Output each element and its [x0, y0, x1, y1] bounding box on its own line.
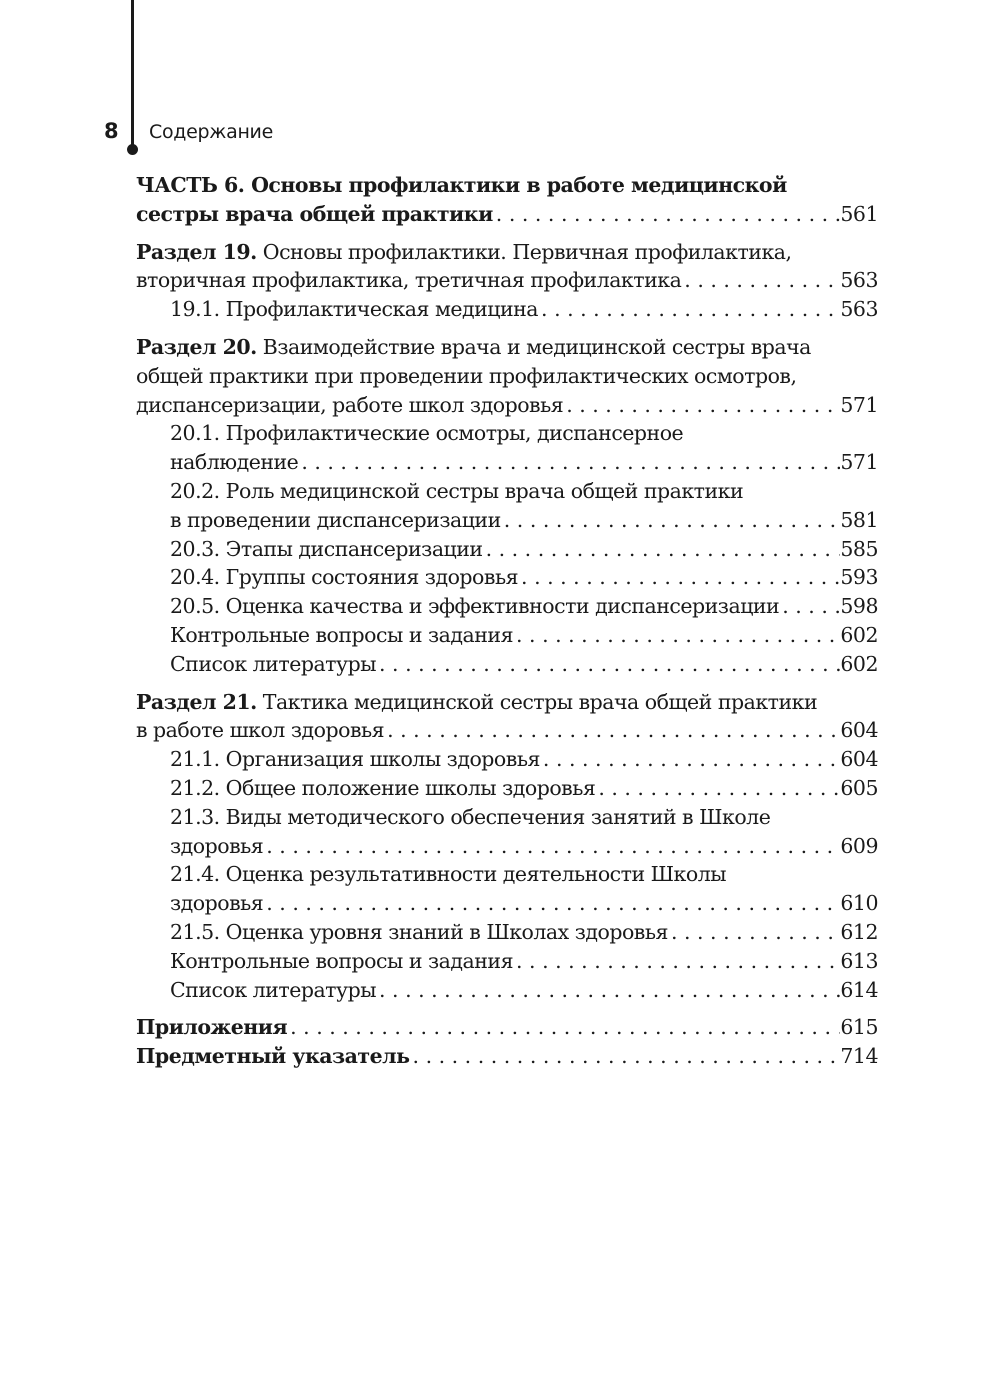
toc-entry-line: [170, 889, 878, 918]
toc-entry[interactable]: [136, 918, 878, 947]
toc-title-line: 19.1. Профилактическая медицина: [170, 297, 539, 322]
toc-entry-line: [170, 745, 878, 774]
toc-entry-line: [170, 535, 878, 564]
toc-title-line: в работе школ здоровья: [136, 718, 385, 743]
toc-entry[interactable]: [136, 860, 878, 918]
toc-entry-line: [170, 477, 878, 506]
toc-entry-text: [170, 421, 683, 445]
dot-leader: [501, 506, 841, 535]
toc-page-number: 604: [840, 747, 878, 772]
toc-page-number: 581: [840, 507, 878, 532]
dot-leader: [563, 391, 840, 420]
toc-entry-text: [170, 621, 513, 650]
toc-page-number: 602: [840, 622, 878, 647]
toc-title-line: Тактика медицинской сестры врача общей практики: [256, 689, 818, 714]
toc-entry-line: [136, 333, 878, 362]
toc-entry-text: [136, 240, 792, 264]
toc-entry-text: [170, 889, 263, 918]
dot-leader: [376, 650, 840, 679]
margin-rule: [131, 0, 134, 150]
dot-leader: [263, 832, 840, 861]
toc-entry-text: [170, 832, 263, 861]
dot-leader: [518, 563, 840, 592]
toc-entry[interactable]: [136, 238, 878, 296]
toc-entry-text: [170, 862, 726, 886]
toc-page-number: 571: [840, 392, 878, 417]
toc-entry[interactable]: [136, 976, 878, 1005]
toc-entry[interactable]: [136, 745, 878, 774]
toc-page-number: 598: [840, 594, 878, 619]
toc-entry-text: [136, 335, 811, 359]
dot-leader: [681, 266, 840, 295]
toc-entry[interactable]: [136, 688, 878, 746]
toc-page-number: 614: [840, 977, 878, 1002]
toc-entry-text: [136, 690, 817, 714]
dot-leader: [298, 448, 840, 477]
toc-title-line: здоровья: [170, 891, 264, 916]
toc-entry-line: [170, 592, 878, 621]
toc-title-line: сестры врача общей практики: [136, 201, 493, 226]
dot-leader: [384, 716, 840, 745]
toc-entry-line: [170, 860, 878, 889]
toc-entry-text: [170, 479, 743, 503]
toc-entry-line: [136, 362, 878, 391]
dot-leader: [595, 774, 840, 803]
toc-entry-line: [170, 650, 878, 679]
toc-section-label: Раздел 21.: [136, 689, 257, 714]
margin-rule-dot: [127, 144, 138, 155]
toc-entry-text: [170, 805, 770, 829]
toc-entry-text: [136, 1013, 287, 1042]
toc-entry-line: [170, 976, 878, 1005]
toc-entry[interactable]: [136, 563, 878, 592]
toc-title-line: Предметный указатель: [136, 1044, 410, 1069]
running-title: Содержание: [149, 121, 273, 143]
toc-entry-text: [136, 200, 493, 229]
toc-title-line: Контрольные вопросы и задания: [170, 622, 513, 647]
toc-title-line: 20.4. Группы состояния здоровья: [170, 565, 519, 590]
toc-entry-text: [136, 364, 797, 388]
toc-title-line: здоровья: [170, 833, 264, 858]
toc-entry-text: [170, 650, 376, 679]
toc-entry[interactable]: [136, 592, 878, 621]
toc-entry-line: [136, 716, 878, 745]
toc-entry-text: [170, 295, 538, 324]
toc-entry-text: [170, 506, 501, 535]
toc-entry-line: [170, 295, 878, 324]
toc-entry-line: [136, 171, 878, 200]
dot-leader: [668, 918, 840, 947]
toc-entry[interactable]: [136, 947, 878, 976]
toc-page-number: 585: [840, 536, 878, 561]
toc-page-number: 593: [840, 565, 878, 590]
toc-entry-text: [136, 173, 787, 197]
toc-page-number: 563: [840, 268, 878, 293]
toc-entry-text: [170, 947, 513, 976]
toc-entry-line: [136, 1013, 878, 1042]
toc-entry-line: [136, 238, 878, 267]
toc-title-line: вторичная профилактика, третичная профилактика: [136, 268, 682, 293]
toc-title-line: 21.2. Общее положение школы здоровья: [170, 775, 596, 800]
toc-page-number: 613: [840, 948, 878, 973]
toc-entry-line: [170, 918, 878, 947]
toc-entry[interactable]: [136, 295, 878, 324]
toc-title-line: 21.3. Виды методического обеспечения занятий в Школе: [170, 804, 771, 829]
toc-entry-text: [170, 563, 518, 592]
toc-entry-line: [170, 947, 878, 976]
toc-entry[interactable]: [136, 535, 878, 564]
toc-entry[interactable]: [136, 477, 878, 535]
dot-leader: [538, 295, 840, 324]
toc-title-line: Список литературы: [170, 977, 377, 1002]
toc-entry[interactable]: [136, 621, 878, 650]
dot-leader: [513, 947, 840, 976]
toc-entry[interactable]: [136, 803, 878, 861]
toc-entry-text: [170, 448, 298, 477]
toc-title-line: Основы профилактики. Первичная профилактика,: [256, 239, 792, 264]
toc-entry[interactable]: [136, 774, 878, 803]
toc-entry-text: [136, 716, 384, 745]
toc-section-label: Раздел 19.: [136, 239, 257, 264]
toc-page-number: 612: [840, 919, 878, 944]
toc-title-line: диспансеризации, работе школ здоровья: [136, 392, 564, 417]
toc-entry-text: [136, 266, 681, 295]
toc-page-number: 563: [840, 297, 878, 322]
toc-page-number: 561: [840, 201, 878, 226]
toc-entry-line: [170, 803, 878, 832]
toc-entry-line: [136, 688, 878, 717]
toc-page-number: 605: [840, 775, 878, 800]
toc-title-line: в проведении диспансеризации: [170, 507, 501, 532]
toc-entry[interactable]: [136, 419, 878, 477]
toc-entry[interactable]: [136, 333, 878, 419]
toc-title-line: Взаимодействие врача и медицинской сестры врача: [256, 334, 811, 359]
toc-page-number: 610: [840, 891, 878, 916]
toc-entry-line: [170, 506, 878, 535]
toc-entry-line: [136, 391, 878, 420]
toc-page-number: 602: [840, 651, 878, 676]
dot-leader: [493, 200, 841, 229]
page-number: 8: [104, 119, 119, 143]
dot-leader: [483, 535, 841, 564]
dot-leader: [513, 621, 840, 650]
toc-page-number: 609: [840, 833, 878, 858]
toc-entry-line: [170, 419, 878, 448]
toc-entry-text: [170, 918, 668, 947]
toc-entry-text: [170, 976, 376, 1005]
toc-page-number: 714: [840, 1044, 878, 1069]
toc-title-line: 21.4. Оценка результативности деятельности Школы: [170, 862, 727, 887]
toc-title-line: 20.1. Профилактические осмотры, диспансерное: [170, 421, 684, 446]
dot-leader: [263, 889, 840, 918]
toc-entry-line: [170, 832, 878, 861]
toc-entry-text: [170, 774, 595, 803]
toc-entry-line: [136, 266, 878, 295]
toc-entry[interactable]: [136, 650, 878, 679]
toc-entry-text: [136, 391, 563, 420]
toc-title-line: 21.5. Оценка уровня знаний в Школах здоровья: [170, 919, 668, 944]
toc-entry-line: [170, 621, 878, 650]
toc-page-number: 604: [840, 718, 878, 743]
toc-entry-line: [170, 563, 878, 592]
toc-section-label: Раздел 20.: [136, 334, 257, 359]
toc-entry-text: [170, 592, 779, 621]
toc-entry-line: [170, 448, 878, 477]
toc-entry-text: [170, 535, 483, 564]
toc-page-number: 615: [840, 1015, 878, 1040]
dot-leader: [287, 1013, 840, 1042]
toc-title-line: Приложения: [136, 1015, 288, 1040]
dot-leader: [376, 976, 840, 1005]
dot-leader: [540, 745, 840, 774]
toc-page-number: 571: [840, 450, 878, 475]
toc-title-line: 20.5. Оценка качества и эффективности диспансеризации: [170, 594, 780, 619]
toc-entry[interactable]: [136, 1013, 878, 1042]
toc-title-line: 20.2. Роль медицинской сестры врача общей практики: [170, 478, 744, 503]
toc-entry-text: [170, 745, 540, 774]
toc-title-line: общей практики при проведении профилактических осмотров,: [136, 363, 797, 388]
toc-entry-line: [136, 200, 878, 229]
toc-entry-line: [170, 774, 878, 803]
toc-entry-line: [136, 1042, 878, 1071]
toc-entry[interactable]: [136, 171, 878, 229]
toc-title-line: 20.3. Этапы диспансеризации: [170, 536, 483, 561]
dot-leader: [410, 1042, 841, 1071]
toc-entry[interactable]: [136, 1042, 878, 1071]
table-of-contents: [136, 171, 878, 1071]
toc-title-line: Контрольные вопросы и задания: [170, 948, 513, 973]
toc-entry-text: [136, 1042, 410, 1071]
toc-title-line: Список литературы: [170, 651, 377, 676]
dot-leader: [779, 592, 840, 621]
toc-title-line: 21.1. Организация школы здоровья: [170, 747, 540, 772]
toc-title-line: наблюдение: [170, 450, 299, 475]
toc-title-line: ЧАСТЬ 6. Основы профилактики в работе медицинской: [136, 173, 787, 197]
